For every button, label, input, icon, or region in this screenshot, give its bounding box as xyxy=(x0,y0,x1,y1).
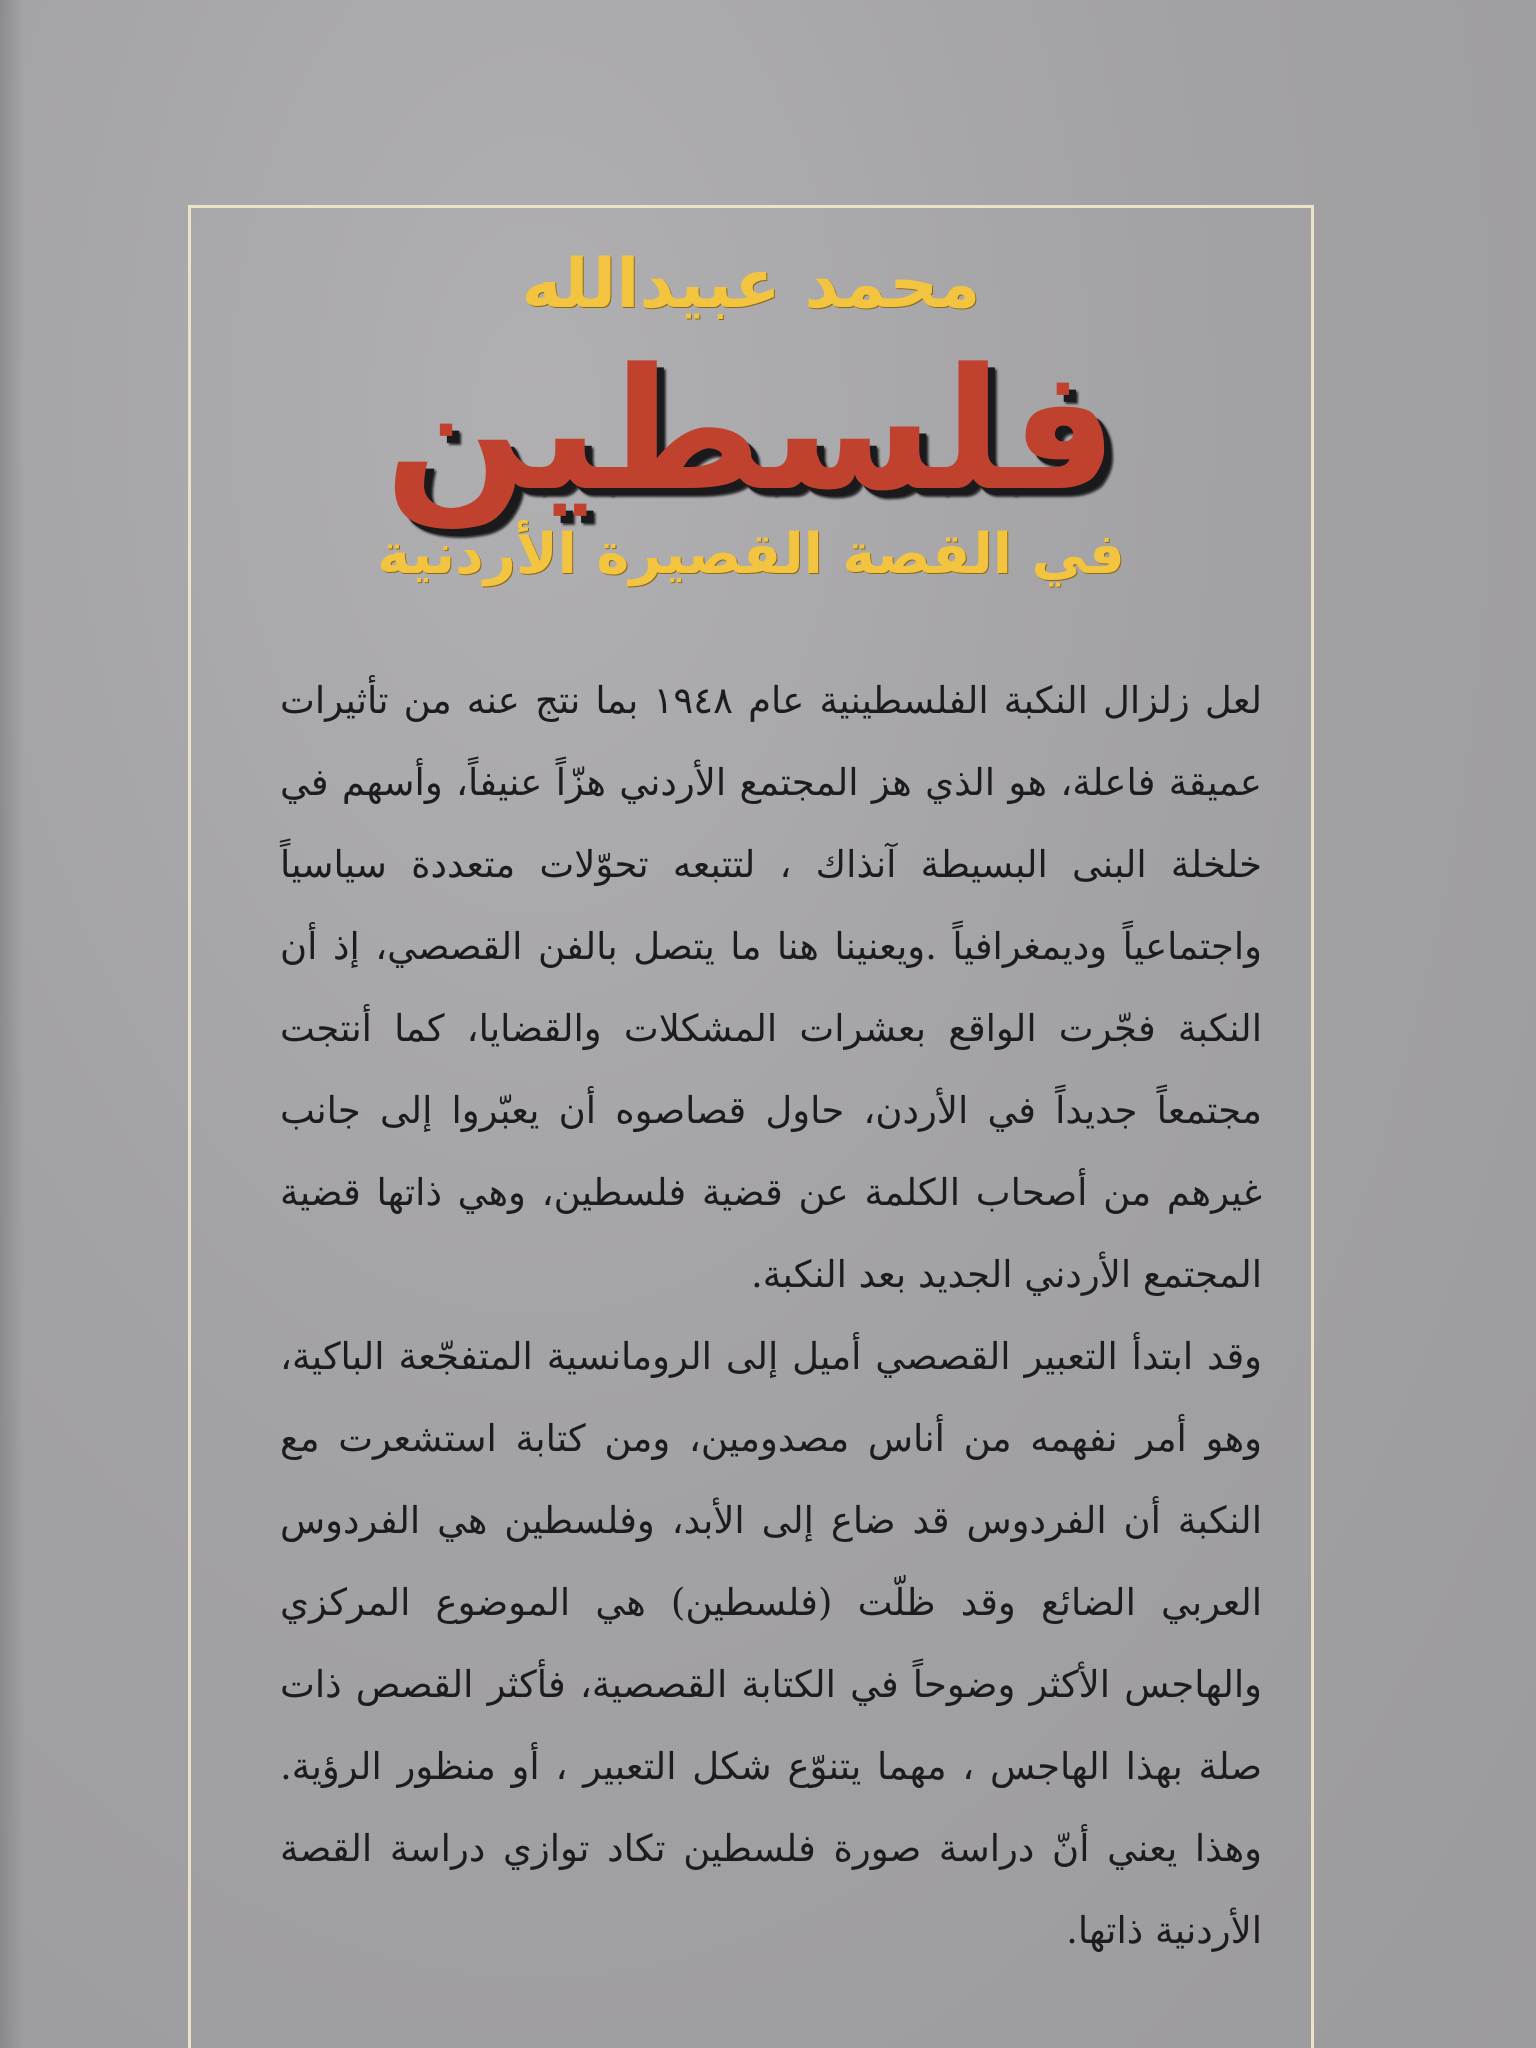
blurb-text xyxy=(280,660,1262,1972)
blurb-paragraph-2: وقد ابتدأ التعبير القصصي أميل إلى الرومانسية المتفجّعة الباكية، وهو أمر نفهمه من أناس مصدومين، ومن كتابة استشعرت مع النكبة أن الفردوس قد ضاع إلى الأبد، وفلسطين هي الفردوس العربي الضائع وقد ظلّت (فلسطين) هي الموضوع المركزي والهاجس الأكثر وضوحاً في الكتابة القصصية، فأكثر القصص ذات صلة بهذا الهاجس ، مهما يتنوّع شكل التعبير ، أو منظور الرؤية. وهذا يعني أنّ دراسة صورة فلسطين تكاد توازي دراسة القصة الأردنية ذاتها. xyxy=(280,1335,1262,1952)
book-subtitle: في القصة القصيرة الأردنية xyxy=(377,522,1125,587)
book-title: فلسطين xyxy=(384,332,1118,528)
blurb-paragraph-1: لعل زلزال النكبة الفلسطينية عام ١٩٤٨ بما نتج عنه من تأثيرات عميقة فاعلة، هو الذي هز المجتمع الأردني هزّاً عنيفاً، وأسهم في خلخلة البنى البسيطة آنذاك ، لتتبعه تحوّلات متعددة سياسياً واجتماعياً وديمغرافياً .ويعنينا هنا ما يتصل بالفن القصصي، إذ أن النكبة فجّرت الواقع بعشرات المشكلات والقضايا، كما أنتجت مجتمعاً جديداً في الأردن، حاول قصاصوه أن يعبّروا إلى جانب غيرهم من أصحاب الكلمة عن قضية فلسطين، وهي ذاتها قضية المجتمع الأردني الجديد بعد النكبة. xyxy=(280,679,1262,1296)
page-edge-shadow xyxy=(0,0,24,2048)
author-name: محمد عبيدالله xyxy=(521,245,981,324)
